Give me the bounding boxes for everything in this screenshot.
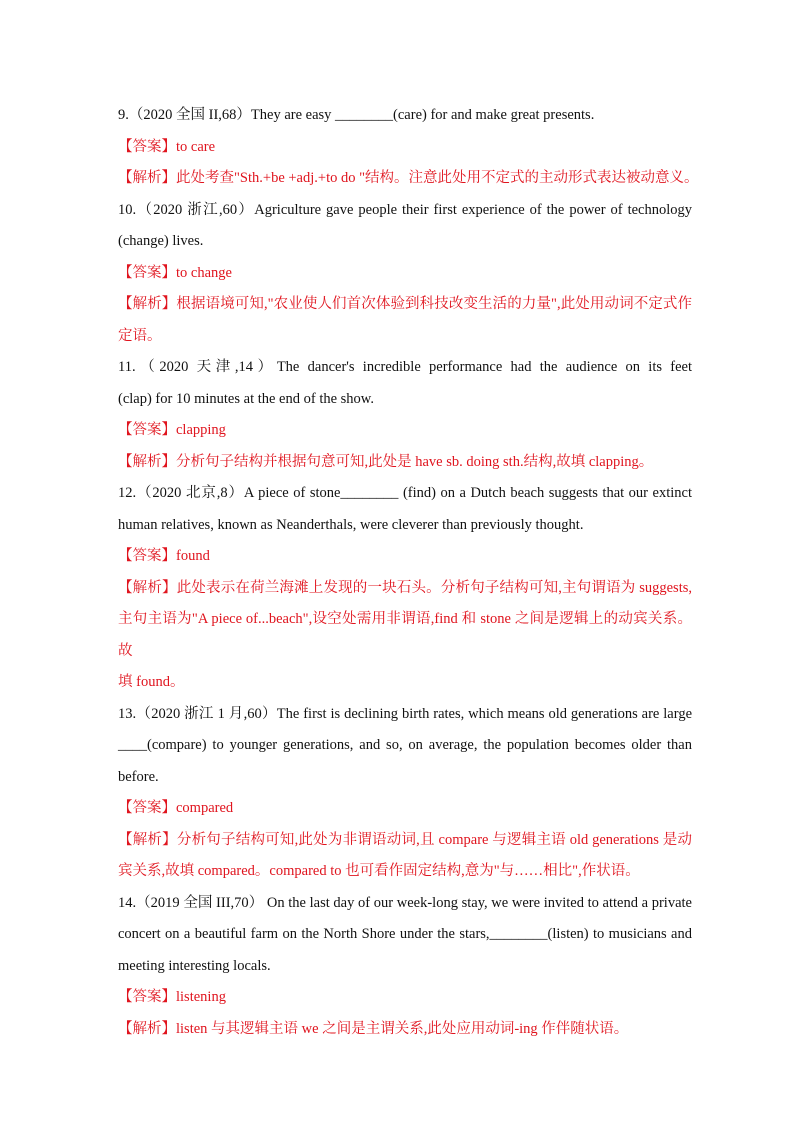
explanation-13-line-2: 宾关系,故填 compared。compared to 也可看作固定结构,意为"与……相比",作状语。: [118, 863, 640, 879]
question-11-line-1: 11.（2020 天津,14）The dancer's incredible performance had the audience on its feet: [118, 359, 692, 375]
answer-13: 【答案】compared: [118, 800, 234, 816]
explanation-9-line-1: 【解析】此处考查"Sth.+be +adj.+to do "结构。注意此处用不定式的主动形式表达被动意义。: [118, 170, 699, 186]
answer-12: 【答案】found: [118, 548, 210, 564]
question-11-line-2: (clap) for 10 minutes at the end of the show.: [118, 390, 374, 407]
question-10-line-1: 10.（2020 浙江,60）Agriculture gave people their first experience of the power of technology: [118, 201, 692, 218]
question-10-line-2: (change) lives.: [118, 233, 204, 249]
question-14-line-1: 14.（2019 全国 III,70） On the last day of our week-long stay, we were invited to attend a private: [118, 894, 692, 911]
explanation-12-line-1: 【解析】此处表示在荷兰海滩上发现的一块石头。分析句子结构可知,主句谓语为 suggests,: [118, 579, 692, 596]
answer-9: 【答案】to care: [118, 138, 216, 155]
question-14-line-3: meeting interesting locals.: [118, 957, 271, 974]
question-14-line-2: concert on a beautiful farm on the North Shore under the stars,________(listen) to musicians and: [118, 926, 692, 942]
explanation-13-line-1: 【解析】分析句子结构可知,此处为非谓语动词,且 compare 与逻辑主语 old generations 是动: [118, 831, 692, 848]
question-13-line-3: before.: [118, 768, 159, 785]
answer-11: 【答案】clapping: [118, 422, 226, 438]
explanation-12-line-3: 填 found。: [118, 674, 185, 690]
question-12-line-2: human relatives, known as Neanderthals, were cleverer than previously thought.: [118, 516, 584, 533]
explanation-12-line-2: 主句主语为"A piece of...beach",设空处需用非谓语,find 和 stone 之间是逻辑上的动宾关系。故: [118, 611, 692, 659]
answer-10: 【答案】to change: [118, 264, 232, 281]
explanation-10-line-2: 定语。: [118, 327, 162, 344]
explanation-11-line-1: 【解析】分析句子结构并根据句意可知,此处是 have sb. doing sth.结构,故填 clapping。: [118, 453, 654, 470]
question-9-line-1: 9.（2020 全国 II,68）They are easy ________(care) for and make great presents.: [118, 107, 595, 123]
answer-14: 【答案】listening: [118, 989, 226, 1005]
explanation-10-line-1: 【解析】根据语境可知,"农业使人们首次体验到科技改变生活的力量",此处用动词不定式作: [118, 296, 692, 312]
question-12-line-1: 12.（2020 北京,8）A piece of stone________ (find) on a Dutch beach suggests that our extinct: [118, 485, 692, 501]
explanation-14-line-1: 【解析】listen 与其逻辑主语 we 之间是主谓关系,此处应用动词-ing 作伴随状语。: [118, 1020, 629, 1037]
question-13-line-1: 13.（2020 浙江 1 月,60）The first is declining birth rates, which means old generations are large: [118, 705, 692, 722]
question-13-line-2: ____(compare) to younger generations, and so, on average, the population becomes older than: [118, 737, 692, 753]
